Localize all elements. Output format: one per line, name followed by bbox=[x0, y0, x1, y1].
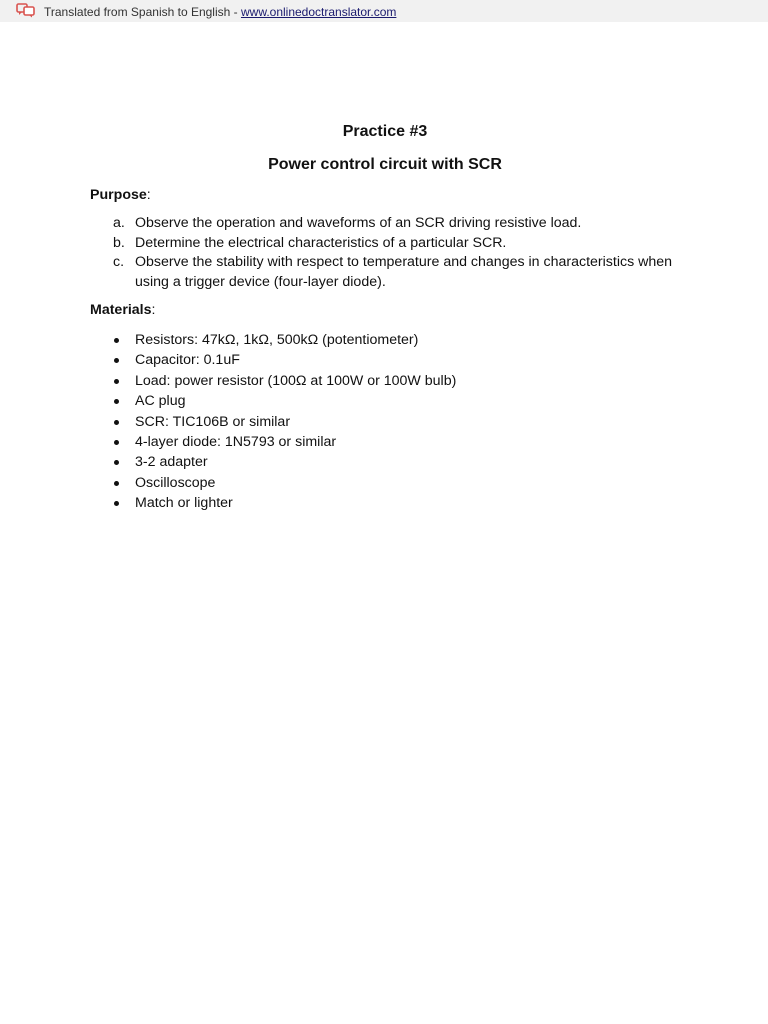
list-marker: c. bbox=[113, 254, 125, 270]
list-item-text: Determine the electrical characteristics of a particular SCR. bbox=[135, 234, 507, 251]
purpose-label: Purpose bbox=[90, 187, 147, 203]
list-item bbox=[90, 234, 680, 254]
list-item: Oscilloscope bbox=[90, 473, 680, 493]
materials-label: Materials bbox=[90, 302, 152, 318]
list-item: 4-layer diode: 1N5793 or similar bbox=[90, 432, 680, 452]
translate-icon bbox=[16, 2, 36, 18]
list-marker: b. bbox=[113, 234, 125, 251]
translation-banner bbox=[0, 0, 768, 22]
purpose-heading bbox=[90, 185, 680, 205]
materials-colon: : bbox=[151, 302, 156, 318]
list-item: Load: power resistor (100Ω at 100W or 100W bulb) bbox=[90, 371, 680, 391]
purpose-list bbox=[90, 214, 680, 292]
document-body bbox=[90, 120, 680, 514]
list-item: Resistors: 47kΩ, 1kΩ, 500kΩ (potentiometer) bbox=[90, 330, 680, 350]
materials-list bbox=[90, 330, 680, 514]
list-marker: a. bbox=[113, 215, 125, 231]
materials-heading bbox=[90, 300, 680, 320]
banner-text bbox=[44, 5, 396, 19]
purpose-colon: : bbox=[146, 187, 151, 203]
list-item-text: Observe the operation and waveforms of an SCR driving resistive load. bbox=[135, 215, 582, 231]
list-item-text: Observe the stability with respect to temperature and changes in characteristics when using a trigger device (four-layer diode). bbox=[135, 254, 673, 290]
page-title: Practice #3 bbox=[342, 123, 428, 140]
list-item bbox=[90, 253, 680, 292]
banner-prefix: Translated from Spanish to English - bbox=[44, 5, 241, 19]
page-subtitle: Power control circuit with SCR bbox=[268, 156, 502, 173]
list-item: 3-2 adapter bbox=[90, 452, 680, 472]
list-item: Match or lighter bbox=[90, 493, 680, 513]
list-item: Capacitor: 0.1uF bbox=[90, 350, 680, 370]
list-item: SCR: TIC106B or similar bbox=[90, 412, 680, 432]
list-item bbox=[90, 214, 680, 234]
translator-link[interactable]: www.onlinedoctranslator.com bbox=[240, 5, 397, 19]
list-item: AC plug bbox=[90, 391, 680, 411]
